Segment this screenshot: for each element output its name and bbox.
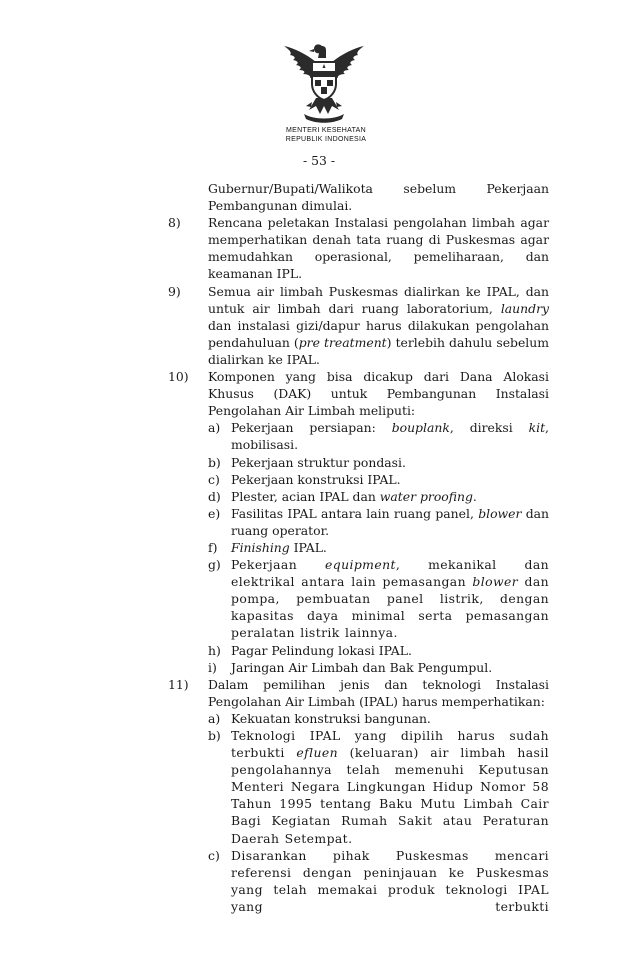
sub-item-b bbox=[208, 454, 549, 471]
sub-item-d bbox=[208, 488, 549, 505]
sub-item-text bbox=[231, 488, 549, 505]
sub-item-c bbox=[208, 471, 549, 488]
sub-letter: i) bbox=[208, 659, 217, 675]
text-run: dan pompa, pembuatan panel listrik, dengan kapasitas daya minimal serta pemasangan peralatan listrik lainnya. bbox=[231, 574, 549, 641]
sub-item-a bbox=[208, 710, 549, 727]
sub-letter: d) bbox=[208, 488, 221, 504]
continuation-paragraph bbox=[168, 180, 549, 214]
text-run: Semua air limbah Puskesmas dialirkan ke IPAL, dan untuk air limbah dari ruang laboratorium, bbox=[208, 283, 549, 316]
sub-item-g bbox=[208, 556, 549, 641]
text-run: ) terlebih dahulu sebelum dialirkan ke IPAL. bbox=[208, 334, 549, 367]
italic-term: bouplank bbox=[391, 420, 450, 436]
sub-letter: f) bbox=[208, 539, 218, 555]
sub-letter: a) bbox=[208, 710, 221, 726]
sub-item-text bbox=[231, 539, 549, 556]
list-item-8 bbox=[168, 214, 549, 282]
text-run: Pekerjaan persiapan: bbox=[231, 420, 392, 436]
list-item-text: Komponen yang bisa dicakup dari Dana Alokasi Khusus (DAK) untuk Pembangunan Instalasi Pengolahan Air Limbah meliputi: bbox=[208, 369, 549, 419]
sub-item-a bbox=[208, 419, 549, 453]
sub-item-h bbox=[208, 642, 549, 659]
sub-item-text bbox=[231, 505, 549, 539]
sub-letter: h) bbox=[208, 642, 221, 658]
italic-term: Finishing bbox=[231, 539, 290, 555]
text-run: dan ruang operator. bbox=[231, 505, 549, 538]
italic-term: water proofing. bbox=[379, 488, 477, 504]
list-number: 10) bbox=[168, 369, 189, 385]
italic-term: pre treatment bbox=[298, 334, 387, 350]
list-item-11 bbox=[168, 676, 549, 915]
italic-term: blower bbox=[472, 574, 519, 590]
text-run: Plester, acian IPAL dan bbox=[231, 488, 380, 504]
sub-item-text: Jaringan Air Limbah dan Bak Pengumpul. bbox=[231, 659, 493, 675]
text-run: , mobilisasi. bbox=[231, 420, 549, 453]
italic-term: blower bbox=[478, 505, 522, 521]
sub-letter: g) bbox=[208, 557, 221, 573]
sub-item-text: Kekuatan konstruksi bangunan. bbox=[231, 710, 431, 726]
text-run: , direksi bbox=[449, 420, 529, 436]
ministry-title bbox=[256, 126, 396, 144]
italic-term: laundry bbox=[500, 300, 549, 316]
sub-item-b bbox=[208, 727, 549, 847]
text-run: (keluaran) air limbah hasil pengolahannya telah memenuhi Keputusan Menteri Negara Lingkungan Hidup Nomor 58 Tahun 1995 tentang Baku Mutu Limbah Cair Bagi Kegiatan Rumah Sakit atau Peraturan Daerah Setempat. bbox=[231, 745, 550, 846]
garuda-pancasila-emblem-icon bbox=[276, 40, 372, 124]
sub-letter: a) bbox=[208, 420, 221, 436]
continuation-line-2: Pembangunan dimulai. bbox=[208, 198, 353, 214]
document-body bbox=[168, 180, 549, 915]
sub-letter: b) bbox=[208, 728, 221, 743]
sub-item-text: Disarankan pihak Puskesmas mencari referensi dengan peninjauan ke Puskesmas yang telah memakai produk teknologi IPAL yang terbukti bbox=[231, 847, 549, 914]
sub-item-text bbox=[231, 556, 549, 641]
sub-item-text bbox=[231, 727, 549, 847]
italic-term: kit bbox=[528, 420, 546, 436]
sub-letter: e) bbox=[208, 505, 221, 521]
continuation-line-1: Gubernur/Bupati/Walikota sebelum Pekerjaan bbox=[208, 181, 549, 196]
text-run: Fasilitas IPAL antara lain ruang panel, bbox=[231, 505, 479, 521]
ministry-line-2: REPUBLIK INDONESIA bbox=[285, 136, 367, 143]
text-run: Pekerjaan bbox=[231, 557, 326, 573]
sub-item-text bbox=[231, 419, 549, 453]
italic-term: efluen bbox=[296, 745, 338, 761]
list-number: 11) bbox=[168, 676, 189, 692]
list-number: 9) bbox=[168, 283, 181, 299]
page-number: - 53 - bbox=[302, 153, 336, 168]
sub-letter: c) bbox=[208, 847, 220, 863]
sub-letter: c) bbox=[208, 471, 220, 487]
text-run: Teknologi IPAL yang dipilih harus sudah terbukti bbox=[231, 728, 549, 761]
list-item-text bbox=[208, 283, 549, 368]
list-item-9 bbox=[168, 283, 549, 368]
list-item-text: Dalam pemilihan jenis dan teknologi Instalasi Pengolahan Air Limbah (IPAL) harus memperhatikan: bbox=[208, 676, 549, 709]
sub-item-i bbox=[208, 659, 549, 676]
text-run: , mekanikal dan elektrikal antara lain pemasangan bbox=[231, 557, 549, 590]
text-run: IPAL. bbox=[289, 539, 327, 555]
sub-item-f bbox=[208, 539, 549, 556]
text-run: dan instalasi gizi/dapur harus dilakukan pengolahan pendahuluan ( bbox=[208, 317, 549, 350]
list-item-text: Rencana peletakan Instalasi pengolahan limbah agar memperhatikan denah tata ruang di Puskesmas agar memudahkan operasional, pemeliharaan, dan keamanan IPL. bbox=[208, 215, 549, 282]
ministry-line-1: MENTERI KESEHATAN bbox=[286, 127, 366, 134]
sub-item-text: Pekerjaan struktur pondasi. bbox=[231, 454, 406, 470]
list-number: 8) bbox=[168, 215, 181, 231]
sub-item-c bbox=[208, 847, 549, 915]
sub-letter: b) bbox=[208, 454, 221, 470]
sub-item-text: Pagar Pelindung lokasi IPAL. bbox=[231, 642, 412, 658]
sub-item-e bbox=[208, 505, 549, 539]
list-item-10 bbox=[168, 368, 549, 676]
sub-item-text: Pekerjaan konstruksi IPAL. bbox=[231, 471, 401, 487]
italic-term: equipment bbox=[325, 557, 396, 573]
